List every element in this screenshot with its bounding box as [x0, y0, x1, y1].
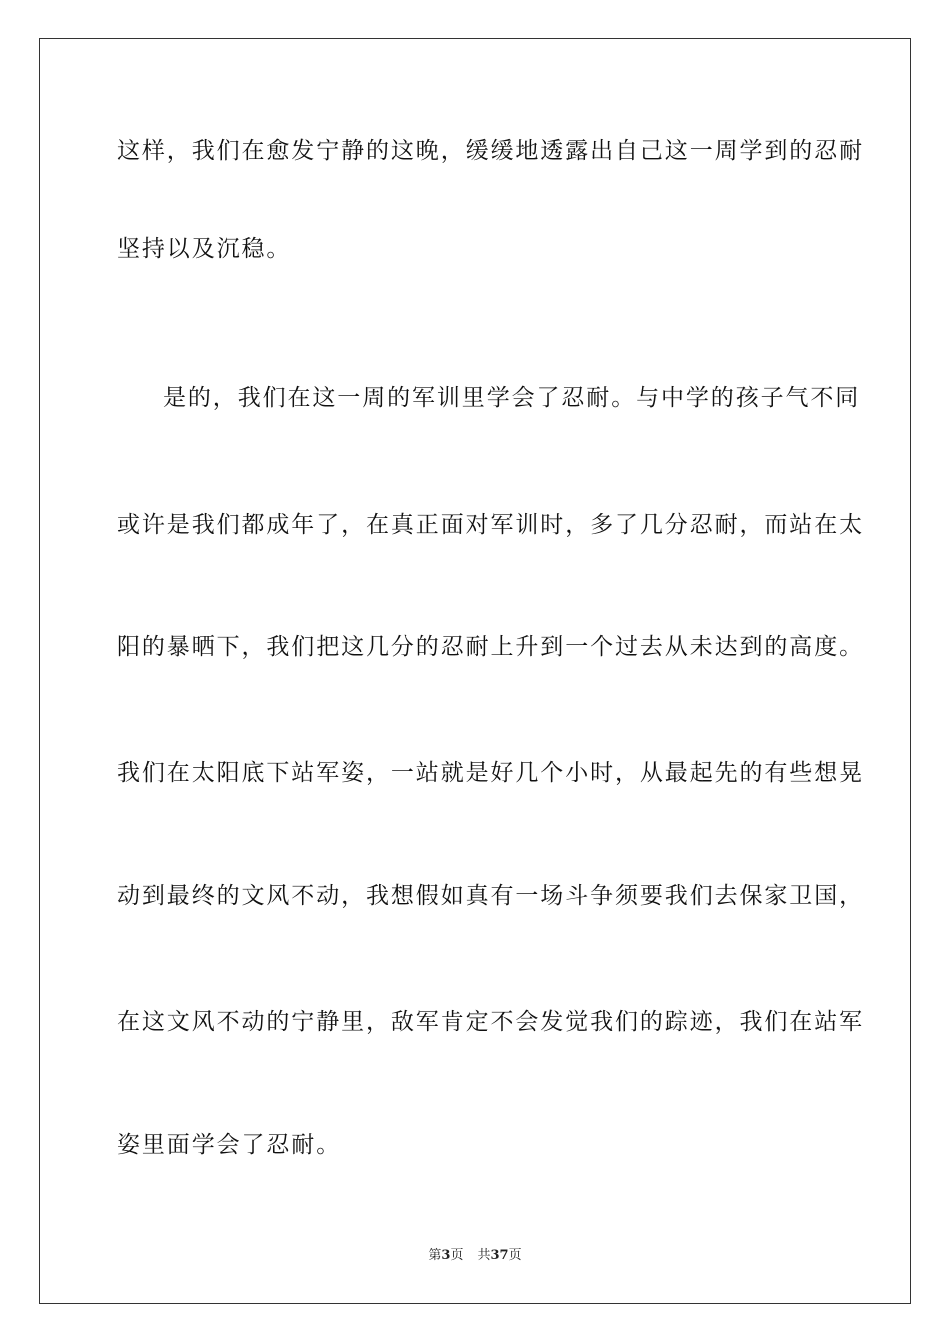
total-suffix: 页 [508, 1248, 522, 1263]
paragraph-line-9: 姿里面学会了忍耐。 [117, 1132, 342, 1158]
paragraph-line-3: 是的，我们在这一周的军训里学会了忍耐。与中学的孩子气不同 [163, 385, 861, 411]
total-pages: 37 [490, 1248, 509, 1263]
page-prefix: 第 [428, 1248, 442, 1263]
paragraph-line-2: 坚持以及沉稳。 [117, 236, 292, 262]
total-prefix: 共 [477, 1248, 491, 1263]
paragraph-line-1: 这样，我们在愈发宁静的这晚，缓缓地透露出自己这一周学到的忍耐 [117, 138, 864, 164]
paragraph-line-8: 在这文风不动的宁静里，敌军肯定不会发觉我们的踪迹，我们在站军 [117, 1009, 864, 1035]
paragraph-line-7: 动到最终的文风不动，我想假如真有一场斗争须要我们去保家卫国， [117, 883, 864, 909]
page-number: 3 [441, 1248, 451, 1263]
page-footer [0, 1247, 950, 1265]
paragraph-line-5: 阳的暴晒下，我们把这几分的忍耐上升到一个过去从未达到的高度。 [117, 634, 864, 660]
page-border [39, 38, 911, 1304]
page-suffix: 页 [450, 1248, 464, 1263]
paragraph-line-4: 或许是我们都成年了，在真正面对军训时，多了几分忍耐，而站在太 [117, 512, 864, 538]
paragraph-line-6: 我们在太阳底下站军姿，一站就是好几个小时，从最起先的有些想晃 [117, 760, 864, 786]
